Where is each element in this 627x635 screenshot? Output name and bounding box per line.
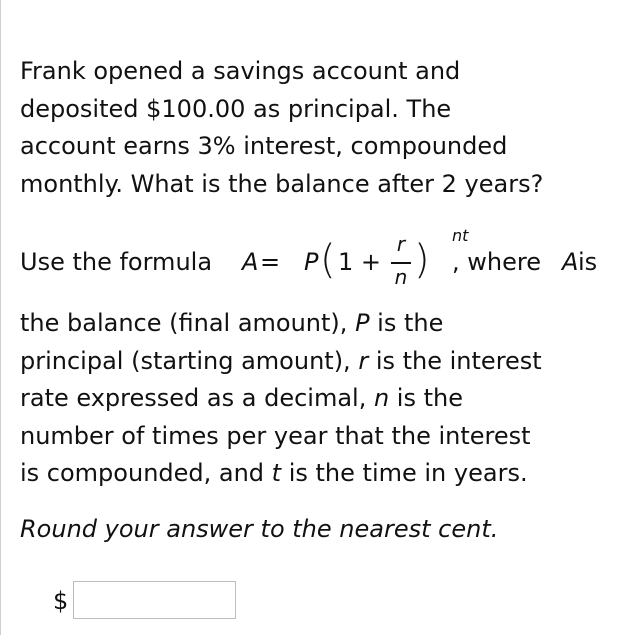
desc-variable-P: P: [355, 309, 370, 337]
desc-text: rate expressed as a decimal,: [20, 384, 374, 412]
desc-text: is the interest: [368, 346, 542, 375]
desc-line-2: [20, 347, 542, 375]
formula-one-plus: 1 +: [338, 248, 382, 276]
desc-variable-r: r: [358, 346, 369, 375]
desc-text: is the: [389, 384, 463, 412]
formula-open-paren: (: [320, 237, 336, 283]
fraction-denominator: n: [394, 265, 408, 289]
desc-text: the balance (final amount),: [20, 309, 356, 337]
answer-input[interactable]: [73, 581, 236, 619]
formula-equals: =: [260, 248, 281, 276]
formula-principal-variable: P: [304, 248, 319, 276]
formula-line: [20, 228, 620, 298]
desc-line-4: number of times per year that the interest: [20, 421, 531, 450]
variable-description: [20, 305, 620, 493]
desc-line-1: [20, 309, 443, 337]
problem-line-4: monthly. What is the balance after 2 years?: [20, 169, 544, 198]
desc-text: is the time in years.: [281, 459, 528, 487]
desc-variable-n: n: [373, 384, 390, 412]
desc-text: is the: [369, 309, 444, 337]
desc-line-3: [20, 384, 463, 412]
problem-line-1: Frank opened a savings account and: [20, 57, 461, 85]
formula-close-paren: ): [414, 237, 430, 283]
formula-is: is: [578, 248, 598, 276]
formula-intro: Use the formula: [20, 248, 213, 276]
formula-balance-variable: A: [562, 248, 579, 276]
problem-line-3: account earns 3% interest, compounded: [20, 132, 508, 160]
formula-exponent: nt: [452, 226, 469, 245]
desc-text: is compounded, and: [20, 459, 272, 487]
problem-statement: [20, 53, 620, 203]
problem-line-2: deposited $100.00 as principal. The: [20, 94, 452, 123]
desc-text: principal (starting amount),: [20, 346, 359, 375]
fraction-numerator: r: [396, 232, 406, 256]
desc-line-5: [20, 459, 528, 487]
desc-variable-t: t: [271, 459, 282, 487]
formula-lhs-variable: A: [242, 248, 259, 276]
formula-after-text: , where: [452, 248, 541, 276]
currency-symbol: $: [53, 587, 69, 615]
rounding-instruction: Round your answer to the nearest cent.: [20, 515, 499, 543]
fraction-bar: [391, 262, 411, 264]
